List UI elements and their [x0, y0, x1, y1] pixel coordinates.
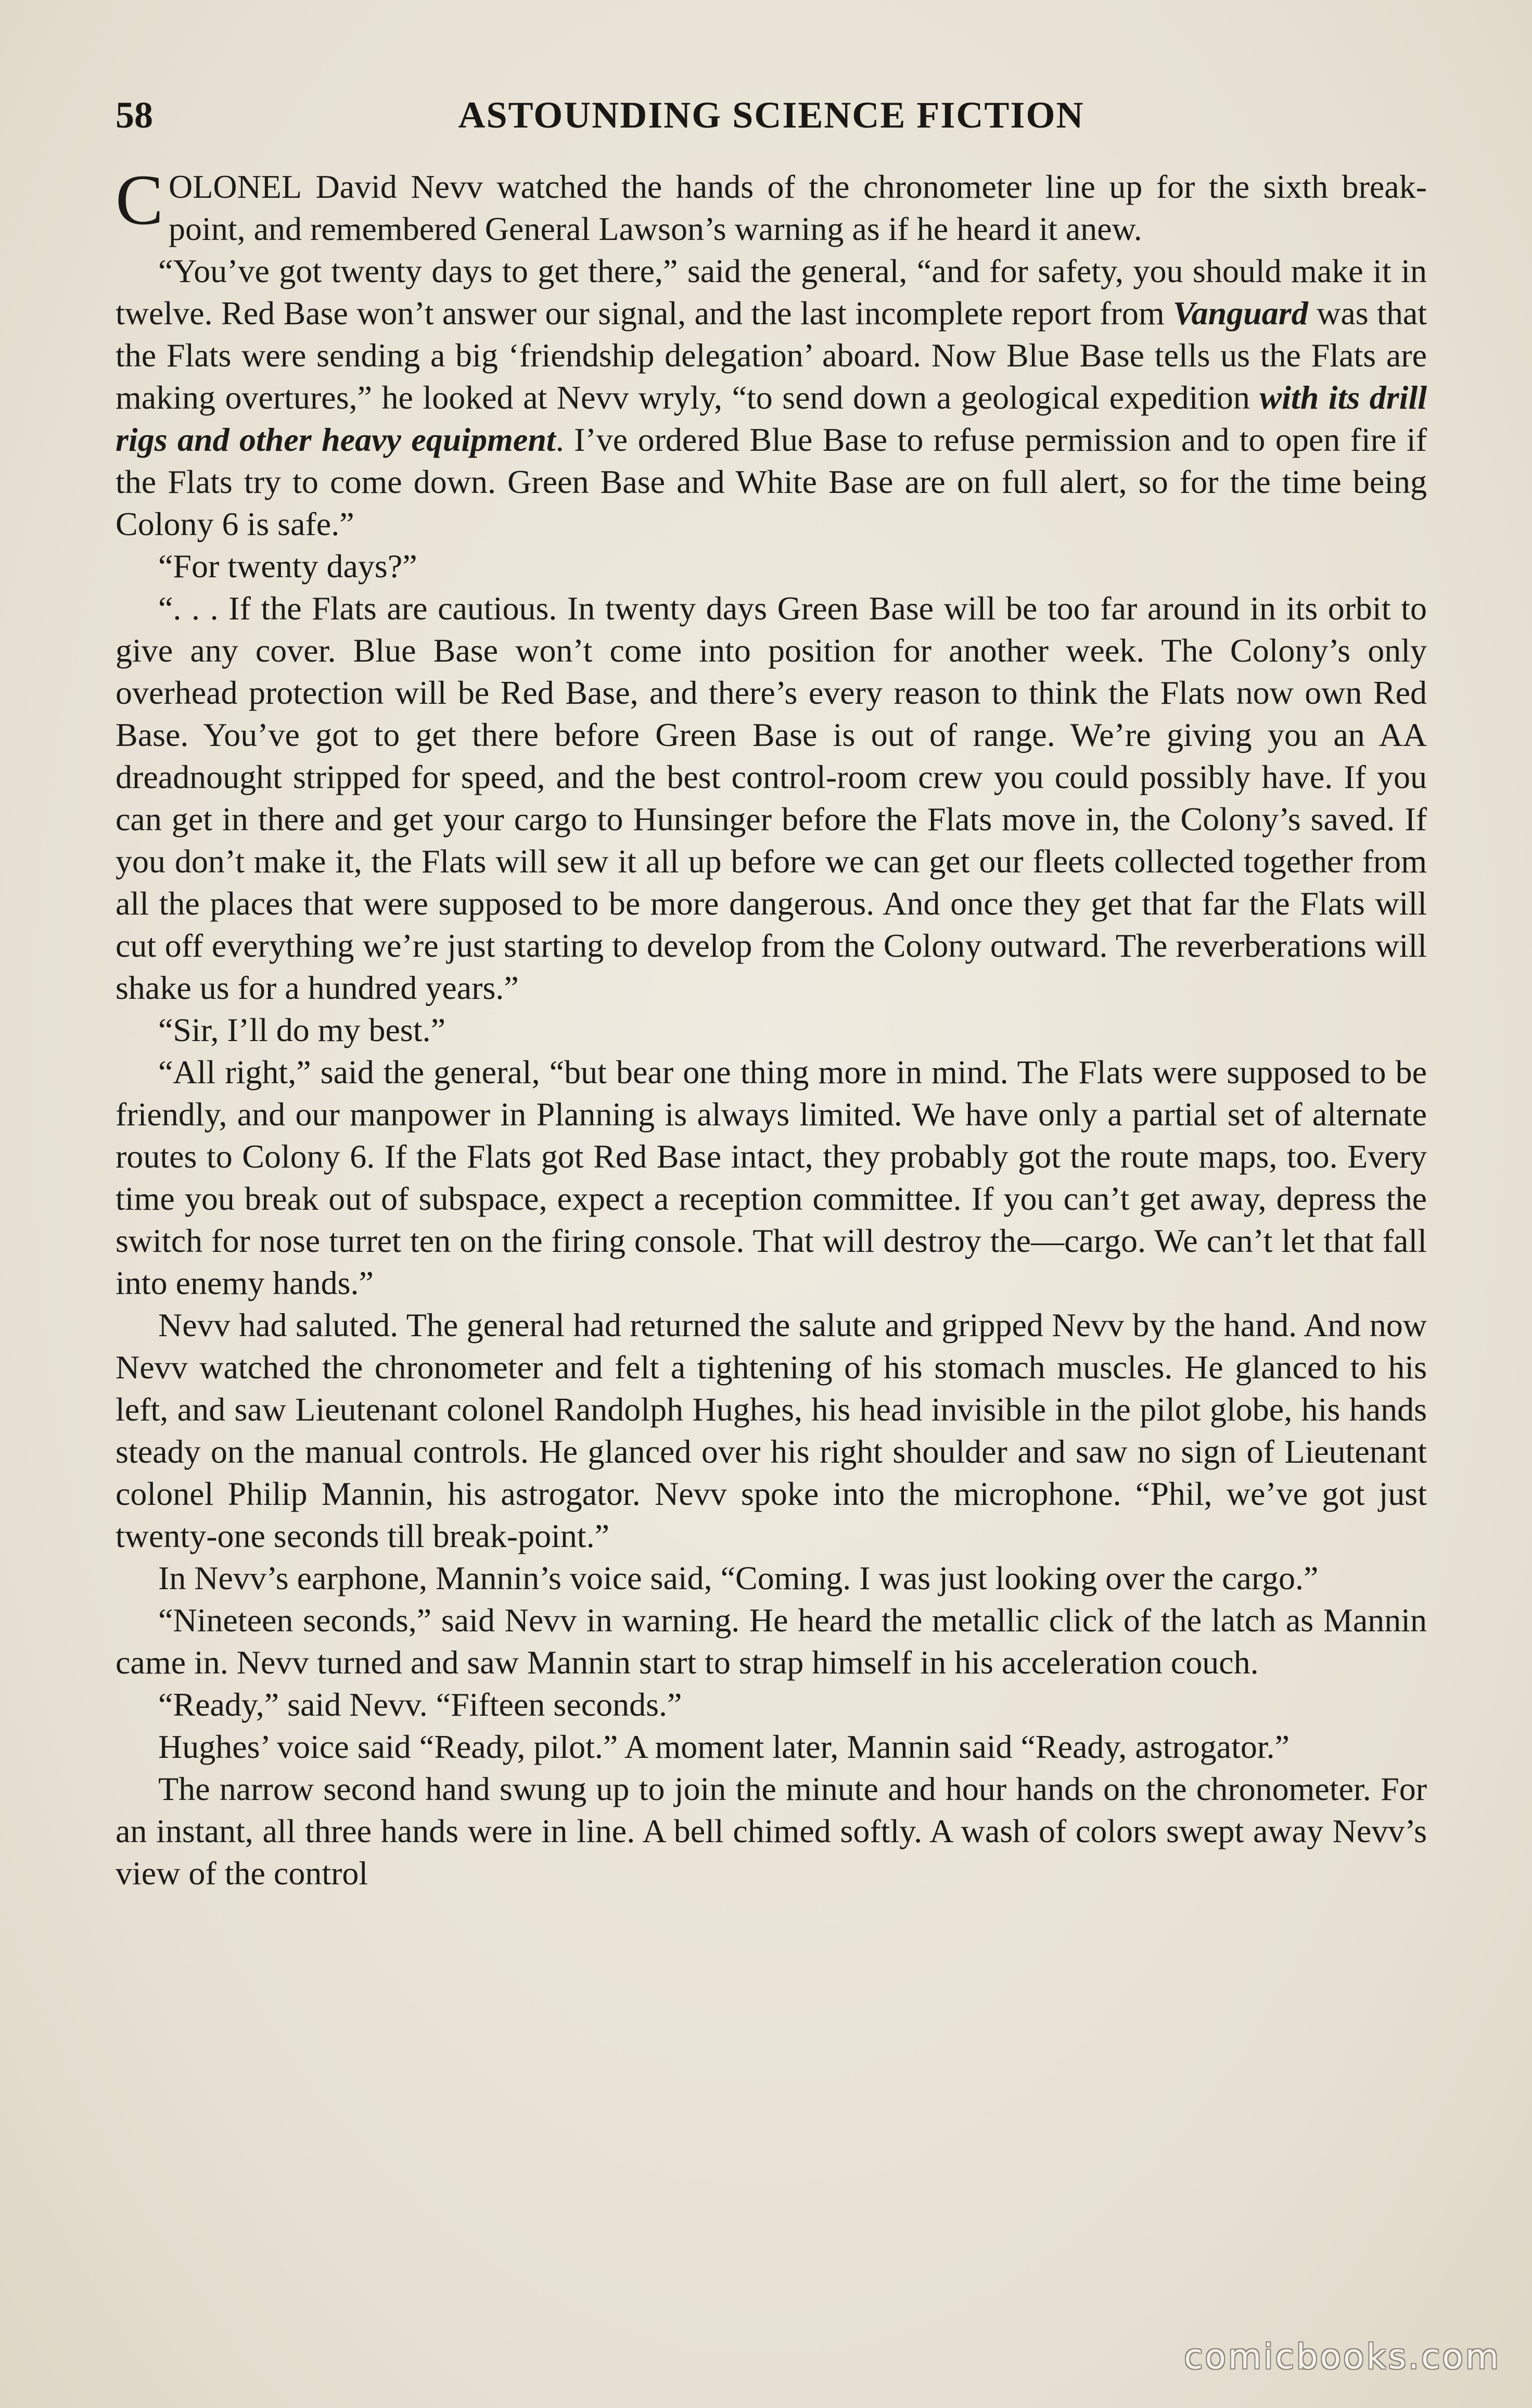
- watermark: comicbooks.com: [1184, 2337, 1501, 2377]
- drop-cap: C: [116, 160, 164, 239]
- paragraph-3: “For twenty days?”: [158, 548, 417, 585]
- paragraph-9: “Nineteen seconds,” said Nevv in warning. He heard the metallic click of the latch as Mannin came in. Nevv turned and saw Mannin start to strap himself in his acceleration couch.: [116, 1602, 1427, 1681]
- paragraph-10: “Ready,” said Nevv. “Fifteen seconds.”: [158, 1686, 682, 1723]
- page-header: [116, 94, 1427, 146]
- running-head: ASTOUNDING SCIENCE FICTION: [458, 94, 1084, 136]
- paragraph-7: Nevv had saluted. The general had returned the salute and gripped Nevv by the hand. And now Nevv watched the chronometer and felt a tightening of his stomach muscles. He glanced to his left, and saw Lieutenant colonel Randolph Hughes, his head invisible in the pilot globe, his hands steady on the manual controls. He glanced over his right shoulder and saw no sign of Lieutenant colonel Philip Mannin, his astrogator. Nevv spoke into the microphone. “Phil, we’ve got just twenty-one seconds till break-point.”: [116, 1307, 1427, 1554]
- paragraph-12: The narrow second hand swung up to join the minute and hour hands on the chronometer. For an instant, all three hands were in line. A bell chimed softly. A wash of colors swept away Nevv’s view of the control: [116, 1770, 1427, 1892]
- paragraph-2-text-b: was that the Flats were sending a big ‘friendship delegation’ aboard. Now Blue Base tells us the Flats are making overtures,” he looked at Nevv wryly, “to send down a geological expedition: [116, 295, 1427, 416]
- paragraph-2-text-a: “You’ve got twenty days to get there,” said the general, “and for safety, you should make it in twelve. Red Base won’t answer our signal, and the last incomplete report from: [116, 252, 1427, 332]
- paragraph-2: [116, 250, 1427, 545]
- page-number: 58: [116, 94, 153, 136]
- paragraph-5: “Sir, I’ll do my best.”: [158, 1011, 445, 1048]
- ship-name-vanguard: Vanguard: [1173, 295, 1308, 332]
- paragraph-8: In Nevv’s earphone, Mannin’s voice said, “Coming. I was just looking over the cargo.”: [158, 1560, 1319, 1596]
- emphasis-equipment: with its drill rigs and other heavy equipment: [116, 379, 1427, 458]
- paragraph-4: “. . . If the Flats are cautious. In twenty days Green Base will be too far around in its orbit to give any cover. Blue Base won’t come into position for another week. The Colony’s only overhead protection will be Red Base, and there’s every reason to think the Flats now own Red Base. You’ve got to get there before Green Base is out of range. We’re giving you an AA dreadnought stripped for speed, and the best control-room crew you could possibly have. If you can get in there and get your cargo to Hunsinger before the Flats move in, the Colony’s saved. If you don’t make it, the Flats will sew it all up before we can get our fleets collected together from all the places that were supposed to be more dangerous. And once they get that far the Flats will cut off everything we’re just starting to develop from the Colony outward. The reverberations will shake us for a hundred years.”: [116, 590, 1427, 1006]
- opening-word: OLONEL: [169, 168, 302, 205]
- paragraph-1: [116, 160, 1427, 250]
- paragraph-6: “All right,” said the general, “but bear one thing more in mind. The Flats were supposed to be friendly, and our manpower in Planning is always limited. We have only a partial set of alternate routes to Colony 6. If the Flats got Red Base intact, they probably got the route maps, too. Every time you break out of subspace, expect a reception committee. If you can’t get away, depress the switch for nose turret ten on the firing console. That will destroy the—cargo. We can’t let that fall into enemy hands.”: [116, 1054, 1427, 1301]
- paragraph-2-text-c: . I’ve ordered Blue Base to refuse permission and to open fire if the Flats try to come down. Green Base and White Base are on full alert, so for the time being Colony 6 is safe.”: [116, 421, 1427, 542]
- story-text: [116, 160, 1427, 1894]
- paragraph-11: Hughes’ voice said “Ready, pilot.” A moment later, Mannin said “Ready, astrogator.”: [158, 1728, 1290, 1765]
- paragraph-1-text: David Nevv watched the hands of the chronometer line up for the sixth break-point, and remembered General Lawson’s warning as if he heard it anew.: [169, 168, 1427, 247]
